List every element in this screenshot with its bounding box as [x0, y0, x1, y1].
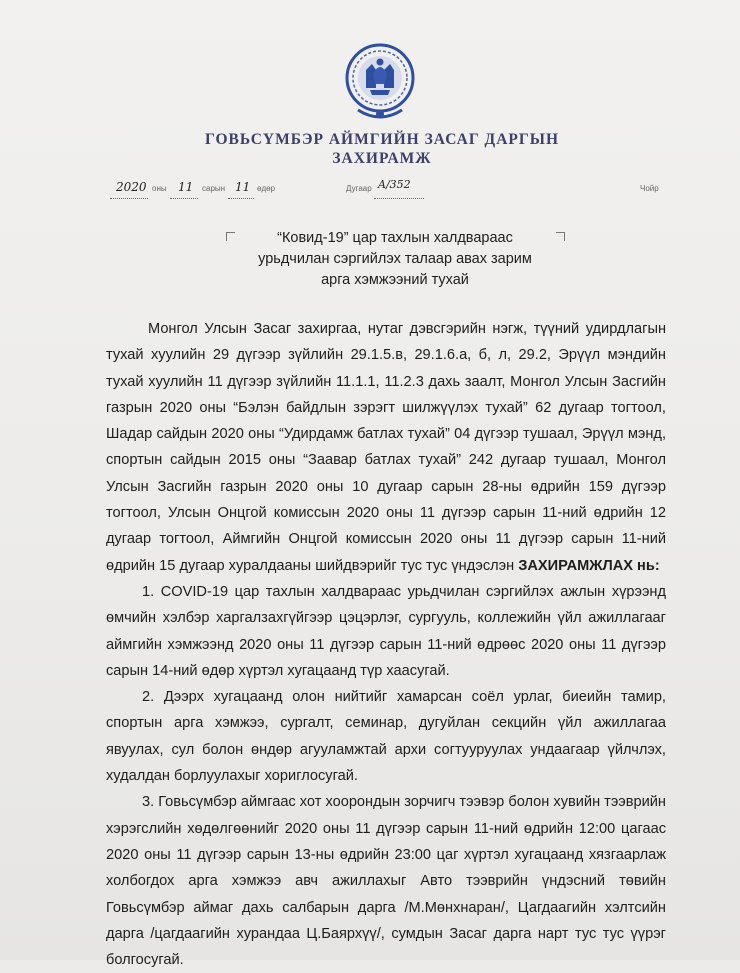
decree-word: ЗАХИРАМЖЛАХ нь: — [518, 557, 660, 574]
month-value: 11 — [178, 180, 194, 194]
document-type: ЗАХИРАМЖ — [332, 150, 432, 167]
year-label: оны — [152, 184, 167, 193]
state-emblem-icon — [340, 40, 420, 124]
number-value: A/352 — [378, 178, 411, 191]
day-label: өдөр — [257, 184, 276, 193]
preamble-text: Монгол Улсын Засаг захиргаа, нутаг дэвсгэрийн нэгж, түүний удирдлагын тухай хуулийн 29 дүгээр зүйлийн 29.1.5.в, 29.1.6.а, б, л, 29.2, Эрүүл мэндийн тухай хуулийн 11 дүгээр зүйлийн 11.1.1, 11.2.3 дахь заалт, Монгол Улсын Засгийн газрын 2020 оны “Бэлэн байдлын зэрэгт шилжүүлэх тухай” 62 дугаар тогтоол, Шадар сайдын 2020 оны “Удирдамж батлах тухай” 04 дүгээр тушаал, Эрүүл мэнд, спортын сайдын 2015 оны “Заавар батлах тухай” 242 дугаар тушаал, Монгол Улсын Засгийн газрын 2020 оны 10 дугаар сарын 28-ны өдрийн 159 дүгээр тогтоол, Улсын Онцгой комиссын 2020 оны 11 дүгээр сарын 11-ний өдрийн 12 дугаар тогтоол, Аймгийн Онцгой комиссын 2020 оны 11 дүгээр сарын 11-ний өдрийн 15 дугаар хуралдааны шийдвэрийг тус тус үндэслэн — [106, 321, 666, 574]
place-label: Чойр — [640, 184, 659, 193]
org-title: ГОВЬСҮМБЭР АЙМГИЙН ЗАСАГ ДАРГЫН — [204, 131, 560, 148]
decree-item-2: 2. Дээрх хугацаанд олон нийтийг хамарсан соёл урлаг, биеийн тамир, спортын арга хэмжээ, сургалт, семинар, дугуйлан секцийн үйл ажиллагаа явуулах, сул болон өндөр агууламжтай архи согтууруулах ундаагаар үйлчлэх, худалдан борлуулахыг хориглосугай. — [106, 689, 666, 785]
document-meta-row — [0, 178, 740, 202]
decree-item-1: 1. COVID-19 цар тахлын халдвараас урьдчилан сэргийлэх ажлын хүрээнд өмчийн хэлбэр харгалзахгүйгээр цэцэрлэг, сургууль, коллежийн үйл ажиллагааг аймгийн хэмжээнд 2020 оны 11 дүгээр сарын 11-ний өдрөөс 2020 оны 11 дүгээр сарын 14-ний өдөр хүртэл хугацаанд түр хаасугай. — [106, 583, 666, 679]
subject-line: “Ковид-19” цар тахлын халдвараас — [277, 230, 513, 246]
decree-item-3: 3. Говьсүмбэр аймгаас хот хоорондын зорчигч тээвэр болон хувийн тээврийн хэрэгслийн хөдөлгөөнийг 2020 оны 11 дүгээр сарын 11-ний өдрийн 12:00 цагаас 2020 оны 11 дүгээр сарын 13-ны өдрийн 23:00 цаг хүртэл хугацаанд хязгаарлаж холбогдох арга хэмжээ авч ажиллахыг Авто тээврийн үндэсний төвийн Говьсүмбэр аймаг дахь салбарын дарга /М.Мөнхнаран/, Цагдаагийн хэлтсийн дарга /цагдаагийн хурандаа Ц.Баярхүү/, сумдын Засаг дарга нарт тус тус үүрэг болгосугай. — [106, 794, 666, 969]
subject-line: арга хэмжээний тухай — [321, 272, 469, 288]
preamble-paragraph — [106, 316, 666, 579]
month-label: сарын — [202, 184, 226, 193]
year-value: 2020 — [116, 180, 147, 194]
subject-line: урьдчилан сэргийлэх талаар авах зарим — [258, 251, 532, 267]
document-body — [106, 316, 666, 973]
document-subject — [230, 228, 560, 291]
number-label: Дугаар — [346, 184, 372, 193]
day-value: 11 — [235, 180, 251, 194]
